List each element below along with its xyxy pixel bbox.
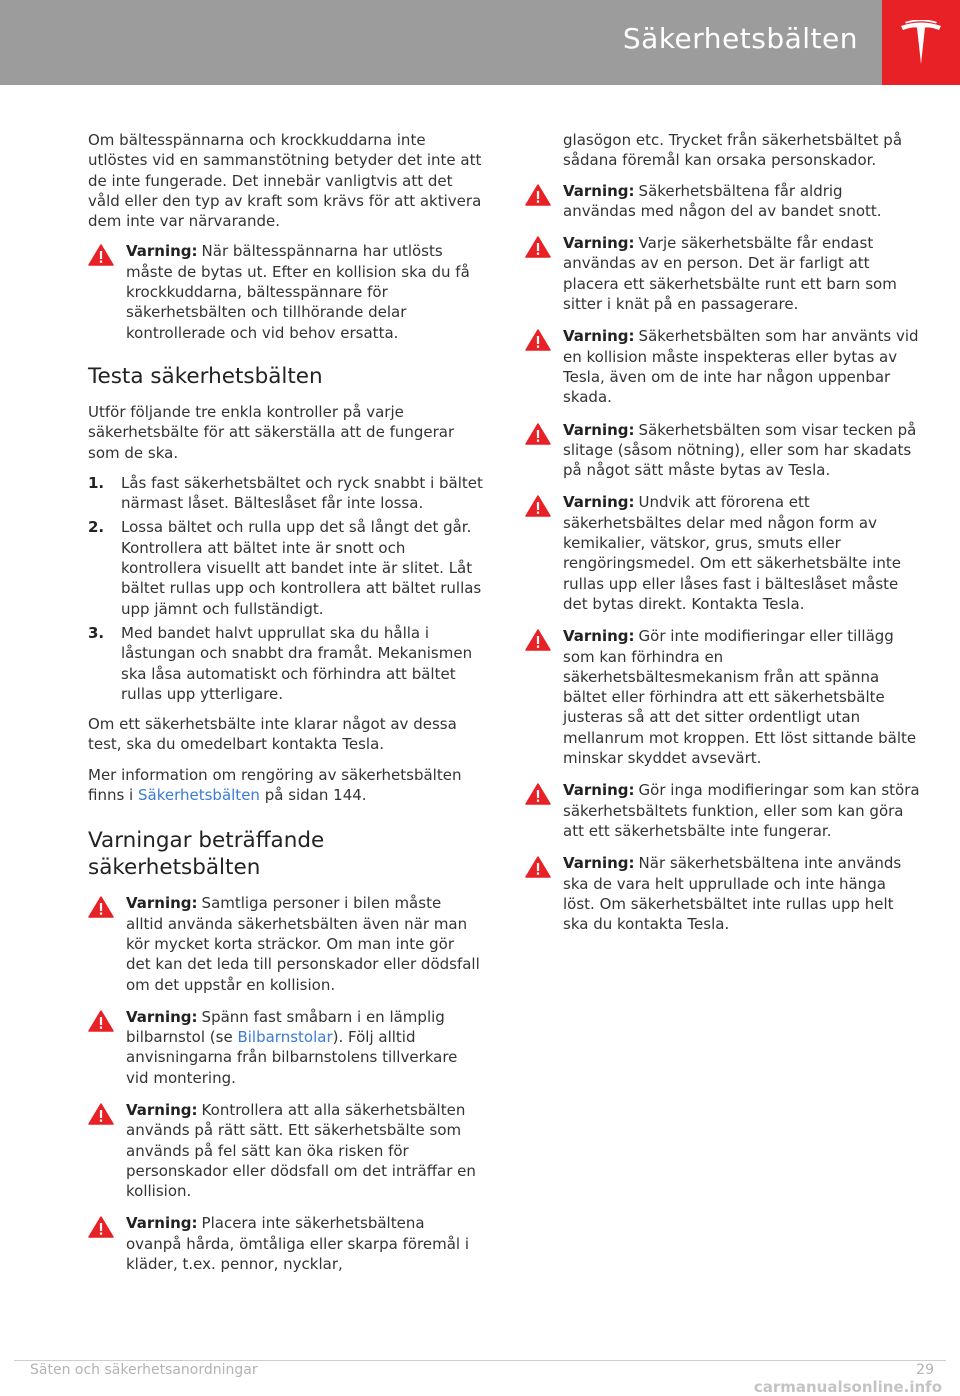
footer-divider xyxy=(14,1360,946,1361)
warning-label: Varning: xyxy=(563,234,635,253)
warning-block xyxy=(88,1007,483,1088)
warning-label: Varning: xyxy=(126,1007,198,1026)
list-item xyxy=(88,623,483,704)
warning-label: Varning: xyxy=(563,327,635,346)
page-title: Säkerhetsbälten xyxy=(622,22,858,55)
link-bilbarnstolar[interactable]: Bilbarnstolar xyxy=(237,1028,333,1047)
watermark: carmanualsonline.info xyxy=(753,1378,942,1396)
more-info-post: på sidan 144. xyxy=(264,786,367,805)
warning-text: Kontrollera att alla säkerhetsbälten används på rätt sätt. Ett säkerhetsbälte som används på fel sätt kan öka risken för personskador eller dödsfall om det inträffar en kollision. xyxy=(126,1100,476,1201)
left-column xyxy=(88,130,483,1286)
warning-text: Placera inte säkerhetsbältena ovanpå hårda, ömtåliga eller skarpa föremål i kläder, t.ex. pennor, nycklar, xyxy=(126,1214,470,1274)
warning-block xyxy=(88,1100,483,1201)
warning-block xyxy=(525,420,920,481)
fail-paragraph: Om ett säkerhetsbälte inte klarar något av dessa test, ska du omedelbart kontakta Tesla. xyxy=(88,715,457,754)
warning-text: Säkerhetsbälten som visar tecken på slitage (såsom nötning), eller som har skadats på något sätt måste bytas av Tesla. xyxy=(563,420,917,480)
warning-icon xyxy=(525,783,551,805)
warning-icon xyxy=(525,184,551,206)
warning-icon xyxy=(525,329,551,351)
warning-text: Gör inte modifieringar eller tillägg som kan förhindra en säkerhetsbältesmekanism från att spänna bältet eller förhindra att ett säkerhetsbälte justeras så att det sitter ordentligt utan mellanrum mot kroppen. Ett löst sittande bälte minskar skyddet avsevärt. xyxy=(563,627,917,768)
warning-text: Gör inga modifieringar som kan störa säkerhetsbältets funktion, eller som kan göra att ett säkerhetsbälte inte fungerar. xyxy=(563,781,920,840)
link-sakerhetsbalten[interactable]: Säkerhetsbälten xyxy=(138,786,260,805)
warning-label: Varning: xyxy=(563,627,635,646)
page-header xyxy=(0,0,960,85)
right-column xyxy=(525,130,920,946)
warning-text: Samtliga personer i bilen måste alltid använda säkerhetsbälten även när man kör mycket korta sträckor. Om man inte gör det kan det leda till personskador eller dödsfall om det uppstår en kollision. xyxy=(126,894,480,994)
test-steps-list xyxy=(88,473,483,704)
warning-text-pre: Spänn fast småbarn i en lämplig bilbarnstol (se xyxy=(126,1007,445,1047)
warning-text: Säkerhetsbältena får aldrig användas med någon del av bandet snott. xyxy=(563,181,882,220)
warning-text: När säkerhetsbältena inte används ska de vara helt upprullade och inte hänga löst. Om säkerhetsbältet inte rullas upp helt ska du kontakta Tesla. xyxy=(563,854,902,934)
step-number: 2. xyxy=(88,518,105,537)
warning-label: Varning: xyxy=(126,242,198,261)
step-text: Lossa bältet och rulla upp det så långt det går. Kontrollera att bältet inte är snott och kontrollera visuellt att bandet inte är slitet. Låt bältet rullas upp och kontrollera att bältet rullas upp jämnt och fullständigt. xyxy=(121,518,482,618)
warning-label: Varning: xyxy=(563,493,635,512)
tesla-t-icon xyxy=(899,20,943,66)
warning-icon xyxy=(88,1216,114,1238)
warning-block xyxy=(88,1213,483,1274)
warning-block xyxy=(88,241,483,342)
warning-text: Säkerhetsbälten som har använts vid en kollision måste inspekteras eller bytas av Tesla, även om de inte har någon uppenbar skada. xyxy=(563,327,919,407)
warning-block xyxy=(525,233,920,314)
warning-text: Varje säkerhetsbälte får endast användas av en person. Det är farligt att placera ett säkerhetsbälte runt ett barn som sitter i knät på en passagerare. xyxy=(563,234,897,314)
step-number: 3. xyxy=(88,623,105,642)
warning-block xyxy=(525,326,920,407)
warning-block xyxy=(88,893,483,994)
warning-icon xyxy=(88,244,114,266)
warning-text-post: ). Följ alltid anvisningarna från bilbarnstolens tillverkare vid montering. xyxy=(126,1028,458,1087)
warning-block xyxy=(525,181,920,222)
list-item xyxy=(88,517,483,618)
more-info-pre: Mer information om rengöring av säkerhetsbälten finns i xyxy=(88,765,462,805)
section-heading-test: Testa säkerhetsbälten xyxy=(88,363,323,389)
tesla-logo xyxy=(882,0,960,85)
warning-label: Varning: xyxy=(563,854,635,873)
warning-block xyxy=(525,780,920,841)
warning-icon xyxy=(525,495,551,517)
warning-text: När bältesspännarna har utlösts måste de bytas ut. Efter en kollision ska du få krockkuddarna, bältesspännare för säkerhetsbälten och tillhörande delar kontrollerade och vid behov ersatta. xyxy=(126,242,470,342)
warning-label: Varning: xyxy=(126,1100,198,1119)
step-text: Med bandet halvt upprullat ska du hålla i låstungan och snabbt dra framåt. Mekanismen ska låsa automatiskt och förhindra att bältet rullas upp ytterligare. xyxy=(121,623,473,703)
warning-block xyxy=(525,626,920,768)
more-info-paragraph xyxy=(88,765,483,806)
warning-block xyxy=(525,853,920,934)
list-item xyxy=(88,473,483,514)
section-heading-warnings: Varningar beträffande säkerhetsbälten xyxy=(88,828,325,881)
step-number: 1. xyxy=(88,473,105,492)
warning-label: Varning: xyxy=(563,181,635,200)
warning-text: Undvik att förorena ett säkerhetsbältes delar med någon form av kemikalier, vätskor, grus, smuts eller rengöringsmedel. Om ett säkerhetsbälte inte rullas upp eller låses fast i bälteslåset måste det bytas direkt. Kontakta Tesla. xyxy=(563,493,901,613)
warning-label: Varning: xyxy=(563,420,635,439)
warning-icon xyxy=(88,896,114,918)
page-number: 29 xyxy=(916,1362,934,1378)
step-text: Lås fast säkerhetsbältet och ryck snabbt i bältet närmast låset. Bälteslåset får inte lossa. xyxy=(121,473,483,513)
warning-icon xyxy=(525,629,551,651)
warning-icon xyxy=(525,856,551,878)
warning-label: Varning: xyxy=(126,1214,198,1233)
warning-block xyxy=(525,492,920,614)
warning-icon xyxy=(525,236,551,258)
test-intro: Utför följande tre enkla kontroller på varje säkerhetsbälte för att säkerställa att de fungerar som de ska. xyxy=(88,402,455,462)
continuation-paragraph: glasögon etc. Trycket från säkerhetsbältet på sådana föremål kan orsaka personskador. xyxy=(563,131,903,170)
warning-label: Varning: xyxy=(563,781,635,800)
warning-icon xyxy=(88,1103,114,1125)
warning-icon xyxy=(525,423,551,445)
warning-label: Varning: xyxy=(126,894,198,913)
warning-icon xyxy=(88,1010,114,1032)
intro-paragraph: Om bältesspännarna och krockkuddarna inte utlöstes vid en sammanstötning betyder det inte att de inte fungerade. Det innebär vanligtvis att det våld eller den typ av kraft som krävs för att aktivera dem inte var närvarande. xyxy=(88,131,482,231)
footer-section-title: Säten och säkerhetsanordningar xyxy=(30,1362,258,1378)
